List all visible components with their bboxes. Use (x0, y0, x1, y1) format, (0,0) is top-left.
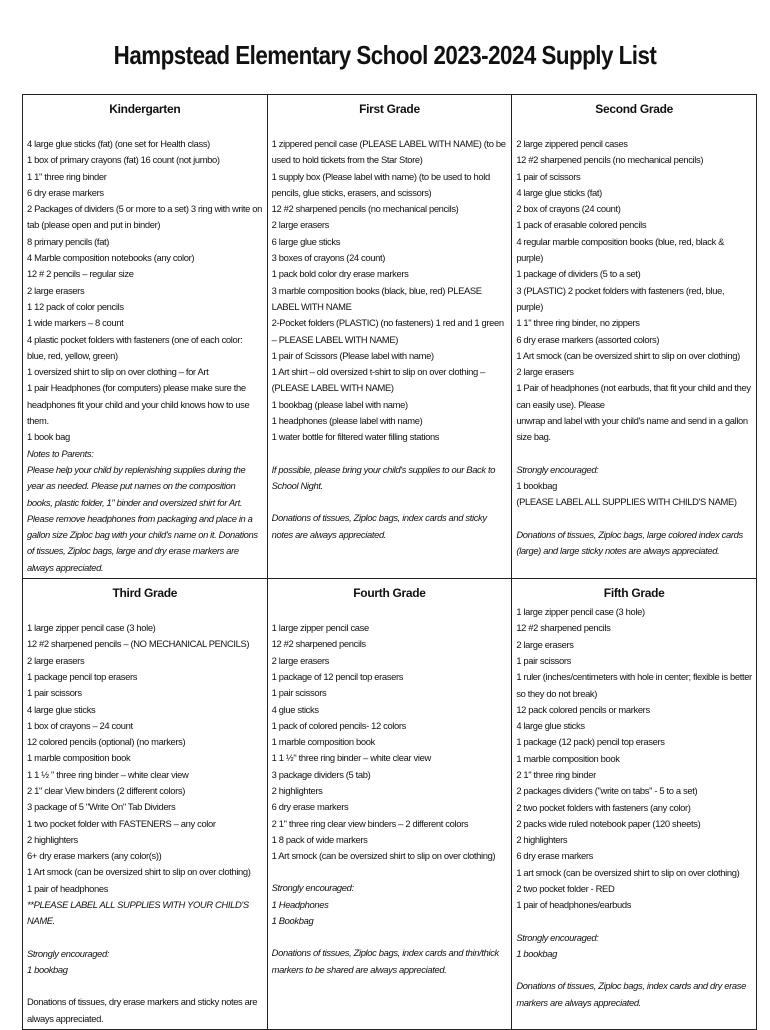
spacer (516, 962, 752, 978)
list-item: 2 packages dividers ("write on tabs" - 5 to a set) (516, 785, 698, 797)
list-item: 2 1" clear View binders (2 different colors) (27, 784, 185, 796)
list-item: 1 oversized shirt to slip on over clothing – for Art (27, 366, 209, 378)
supply-list (516, 604, 752, 1011)
grade-cell-first (267, 95, 512, 579)
list-item: 2 1" three ring clear view binders – 2 different colors (271, 817, 469, 829)
list-item: 1 pair Headphones (for computers) please make sure the headphones fit your child and your child knows how to use them. (27, 382, 250, 427)
list-item: 2 Packages of dividers (5 or more to a set) 3 ring with write on tab (please open and put in binder) (27, 203, 263, 231)
list-item: 3 boxes of crayons (24 count) (271, 252, 386, 264)
spacer (27, 120, 263, 136)
spacer (516, 511, 752, 527)
supply-table (22, 94, 757, 1030)
list-item: 1 pair of headphones (27, 882, 109, 894)
list-item: 1 pair scissors (27, 687, 82, 699)
list-item: 4 regular marble composition books (blue, red, black & purple) (516, 235, 725, 264)
list-item: 2-Pocket folders (PLASTIC) (no fasteners) 1 red and 1 green – PLEASE LABEL WITH NAME) (271, 317, 504, 345)
list-item: 4 glue sticks (271, 703, 319, 715)
list-item: 1 1" three ring binder (27, 170, 107, 182)
list-item: 1 bookbag (516, 479, 557, 491)
list-item: 1 large zipper pencil case (271, 622, 369, 634)
list-item: 4 Marble composition notebooks (any color) (27, 252, 195, 264)
list-item: 1 art smock (can be oversized shirt to slip on over clothing) (516, 866, 740, 878)
grade-heading: First Grade (359, 102, 420, 116)
list-item: 1 water bottle for filtered water filling stations (271, 431, 440, 443)
grade-cell-fifth (512, 579, 757, 1030)
list-item: 1 1 ½" three ring binder – white clear view (271, 752, 431, 764)
list-item: If possible, please bring your child's supplies to our Back to School Night. (271, 463, 496, 491)
list-item: 12 #2 sharpened pencils (no mechanical pencils) (516, 154, 704, 166)
list-item: unwrap and label with your child's name and send in a gallon size bag. (516, 415, 748, 443)
list-item: 1 marble composition book (516, 752, 620, 764)
grade-heading: Third Grade (112, 586, 178, 601)
supply-list (272, 604, 508, 978)
list-item: 1 Headphones (271, 898, 329, 910)
list-item: 1 pair scissors (271, 687, 327, 699)
list-item: 1 pair of headphones/earbuds (516, 899, 632, 911)
list-item: 4 large glue sticks (fat) (516, 186, 602, 198)
spacer (272, 604, 508, 620)
list-item: 12 #2 sharpened pencils (no mechanical pencils) (271, 203, 459, 215)
list-item: 1 book bag (27, 431, 70, 443)
list-item: 2 large erasers (27, 654, 85, 666)
list-item: 6 dry erase markers (27, 186, 104, 198)
spacer (27, 930, 263, 946)
list-item: 2 packs wide ruled notebook paper (120 sheets) (516, 817, 701, 829)
list-item: 1 Art smock (can be oversized shirt to slip on over clothing) (27, 866, 251, 878)
grade-heading: Second Grade (595, 102, 674, 116)
list-item: 1 Art smock (can be oversized shirt to slip on over clothing) (271, 850, 496, 862)
grade-heading: Kindergarten (109, 102, 181, 116)
list-item: 1 package (12 pack) pencil top erasers (516, 736, 665, 748)
list-item: 2 large erasers (516, 638, 574, 650)
list-item: 1 supply box (Please label with name) (to be used to hold pencils, glue sticks, erasers, and scissors) (271, 170, 490, 198)
list-item: 1 Art smock (can be oversized shirt to slip on over clothing) (516, 349, 740, 361)
list-item: 2 large erasers (27, 284, 85, 296)
list-item: 1 zippered pencil case (PLEASE LABEL WITH NAME) (to be used to hold tickets from the Star Store) (271, 138, 506, 166)
list-item: 2 large erasers (271, 654, 329, 666)
list-item: 1 large zipper pencil case (3 hole) (516, 606, 645, 618)
grade-cell-second (512, 95, 757, 579)
list-item: 2 large zippered pencil cases (516, 138, 628, 149)
list-item: 12 colored pencils (optional) (no markers) (27, 736, 186, 748)
list-item: Strongly encouraged: (271, 882, 354, 894)
list-item: 12 pack colored pencils or markers (516, 703, 650, 715)
grade-heading: Fifth Grade (603, 586, 665, 601)
list-item: 1 box of primary crayons (fat) 16 count (not jumbo) (27, 154, 220, 166)
spacer (27, 978, 263, 994)
list-item: 1 1" three ring binder, no zippers (516, 317, 640, 329)
list-item: 4 large glue sticks (516, 720, 585, 732)
grade-cell-fourth (267, 579, 512, 1030)
list-item: Please help your child by replenishing supplies during the year as needed. Please put names on the composition books, plastic folder, 1" binder and oversized shirt for Art. Please remove headphones from packaging and place in a gallon size Ziploc bag with your child's name on it. Donations of tissues, Ziploc bags, large and dry erase markers are always appreciated. (27, 463, 258, 573)
list-item: 2 box of crayons (24 count) (516, 203, 621, 215)
list-item: 1 pair of Scissors (Please label with name) (271, 349, 434, 361)
list-item: 6 dry erase markers (516, 850, 594, 862)
list-item: 1 marble composition book (271, 736, 375, 748)
list-item: 3 (PLASTIC) 2 pocket folders with fasteners (red, blue, purple) (516, 284, 725, 312)
list-item: 6 dry erase markers (assorted colors) (516, 333, 660, 345)
list-item: 3 package of 5 "Write On" Tab Dividers (27, 801, 176, 813)
spacer (516, 446, 752, 462)
list-item: 1 pack of colored pencils- 12 colors (271, 719, 407, 731)
list-item: 3 marble composition books (black, blue, red) PLEASE LABEL WITH NAME (271, 284, 482, 312)
grade-cell-kindergarten (23, 95, 268, 579)
list-item: 4 large glue sticks (27, 703, 96, 715)
spacer (272, 494, 508, 510)
spacer (272, 864, 508, 880)
list-item: 1 two pocket folder with FASTENERS – any color (27, 817, 216, 829)
list-item: 2 large erasers (516, 366, 574, 378)
table-row (23, 95, 757, 579)
list-item: 8 primary pencils (fat) (27, 235, 110, 247)
supply-list (27, 604, 263, 1027)
list-item: 1 package of dividers (5 to a set) (516, 268, 641, 280)
list-item: 4 large glue sticks (fat) (one set for Health class) (27, 138, 210, 149)
list-item: 1 bookbag (516, 947, 557, 959)
list-item: 1 Bookbag (271, 915, 314, 927)
list-item: 2 highlighters (516, 834, 568, 846)
list-item: 1 ruler (inches/centimeters with hole in center; flexible is better so they do not break) (516, 671, 752, 699)
list-item: 1 8 pack of wide markers (271, 833, 368, 845)
list-item: 6 large glue sticks (271, 235, 341, 247)
list-item: 1 large zipper pencil case (3 hole) (27, 622, 156, 634)
list-item: 2 1" three ring binder (516, 768, 596, 780)
list-item: 1 pair of scissors (516, 170, 581, 182)
list-item: 1 1 ½ " three ring binder – white clear view (27, 768, 189, 780)
list-item: 12 #2 sharpened pencils (271, 638, 366, 650)
list-item: Notes to Parents: (27, 447, 94, 459)
list-item: Donations of tissues, Ziploc bags, index cards and thin/thick markers to be shared are always appreciated. (271, 947, 499, 975)
list-item: 1 package pencil top erasers (27, 670, 138, 682)
supply-list (516, 120, 752, 559)
list-item: 1 box of crayons – 24 count (27, 719, 133, 731)
list-item: 1 bookbag (please label with name) (271, 398, 408, 410)
list-item: 1 12 pack of color pencils (27, 300, 124, 312)
list-item: 3 package dividers (5 tab) (271, 768, 371, 780)
grade-heading: Fourth Grade (353, 586, 426, 601)
list-item: Donations of tissues, dry erase markers and sticky notes are always appreciated. (27, 996, 258, 1024)
list-item: 1 bookbag (27, 963, 68, 975)
list-item: **PLEASE LABEL ALL SUPPLIES WITH YOUR CHILD'S NAME. (27, 899, 249, 927)
list-item: 2 two pocket folders with fasteners (any color) (516, 801, 691, 813)
list-item: 2 two pocket folder - RED (516, 883, 615, 895)
list-item: 1 Art shirt – old oversized t-shirt to slip on over clothing – (PLEASE LABEL WITH NAME) (271, 366, 485, 394)
spacer (272, 120, 508, 136)
spacer (516, 914, 752, 930)
list-item: Donations of tissues, Ziploc bags, index cards and sticky notes are always appreciated. (271, 512, 487, 540)
list-item: 12 #2 sharpened pencils (516, 622, 611, 634)
list-item: 1 Pair of headphones (not earbuds, that fit your child and they can easily use). Please (516, 382, 751, 410)
table-row (23, 579, 757, 1030)
list-item: 2 large erasers (271, 219, 329, 231)
page-title: Hampstead Elementary School 2023-2024 Supply List (113, 40, 657, 70)
grade-cell-third (23, 579, 268, 1030)
list-item: Strongly encouraged: (516, 931, 599, 943)
list-item: 1 wide markers – 8 count (27, 317, 124, 329)
supply-list (27, 120, 263, 576)
list-item: 1 package of 12 pencil top erasers (271, 670, 404, 682)
list-item: Strongly encouraged: (27, 947, 110, 959)
list-item: 1 pack of erasable colored pencils (516, 219, 647, 231)
list-item: 1 pack bold color dry erase markers (271, 268, 409, 280)
list-item: 2 highlighters (271, 784, 323, 796)
list-item: 1 headphones (please label with name) (271, 415, 423, 427)
list-item: (PLEASE LABEL ALL SUPPLIES WITH CHILD'S NAME) (516, 496, 737, 508)
spacer (27, 604, 263, 620)
list-item: Donations of tissues, Ziploc bags, large colored index cards (large) and large sticky notes are always appreciated. (516, 528, 743, 556)
spacer (516, 120, 752, 136)
list-item: 4 plastic pocket folders with fasteners (one of each color: blue, red, yellow, green) (27, 333, 243, 361)
list-item: 2 highlighters (27, 833, 78, 845)
list-item: 1 marble composition book (27, 752, 131, 764)
list-item: 1 pair scissors (516, 654, 571, 666)
list-item: 6+ dry erase markers (any color(s)) (27, 850, 162, 862)
list-item: 12 #2 sharpened pencils – (NO MECHANICAL PENCILS) (27, 638, 250, 650)
list-item: Donations of tissues, Ziploc bags, index cards and dry erase markers are always appreciated. (516, 980, 746, 1008)
list-item: 6 dry erase markers (271, 801, 349, 813)
list-item: 12 # 2 pencils – regular size (27, 268, 134, 280)
spacer (272, 929, 508, 945)
supply-list (272, 120, 508, 543)
spacer (272, 446, 508, 462)
list-item: Strongly encouraged: (516, 463, 599, 475)
